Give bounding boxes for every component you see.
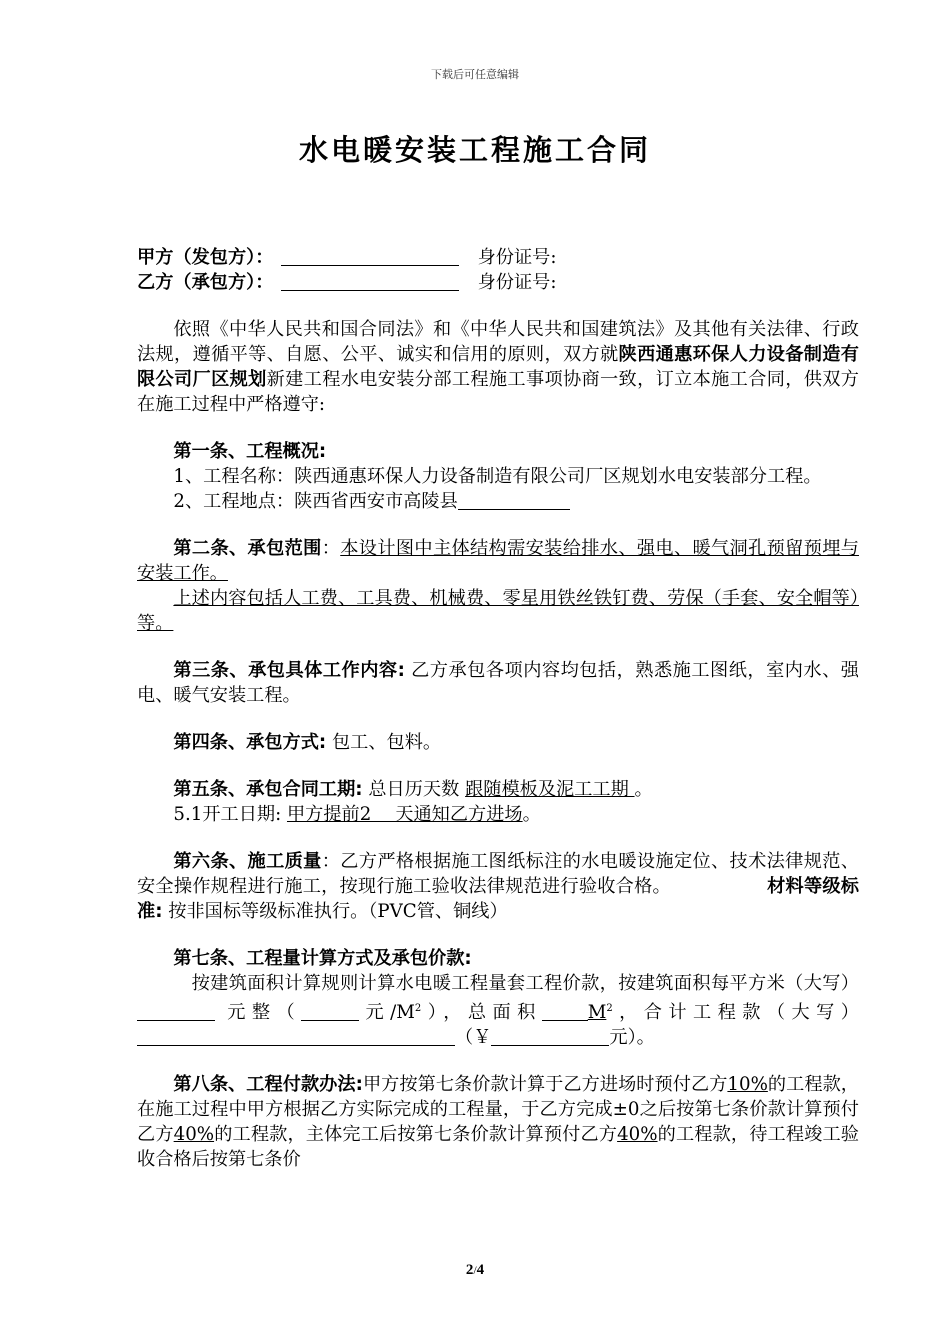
intro-company: 陕西通惠环保人力设备制造有限公司厂区规划	[137, 344, 859, 390]
art8-heading: 第八条、工程付款办法:	[173, 1074, 363, 1095]
art6-material-heading: 材料等级标准:	[137, 876, 859, 922]
art5-item	[137, 802, 859, 827]
art7-t6: ，合计工程款（大写）	[612, 1002, 859, 1023]
art1-heading: 第一条、工程概况:	[173, 441, 327, 462]
page-number	[0, 1262, 950, 1279]
art4-text: 包工、包料。	[326, 732, 442, 753]
spacer	[137, 755, 859, 777]
location-blank	[458, 491, 570, 510]
art7-sq2: 2	[606, 1003, 613, 1014]
art3	[137, 658, 859, 708]
art8-p3: 40%	[617, 1124, 658, 1145]
art6	[137, 849, 859, 924]
art5-start: 甲方提前2 天通知乙方进场	[286, 804, 523, 825]
party-a-blank	[281, 247, 459, 266]
art5-item-label: 5.1开工日期:	[173, 804, 287, 825]
page-current: 2	[465, 1262, 474, 1278]
art5-start-end: 。	[522, 804, 541, 825]
art8-t3: 的工程款，主体完工后按第七条价款计算预付乙方	[214, 1124, 618, 1145]
art5-period: 跟随模板及泥工工期	[465, 779, 635, 800]
page-total: 4	[476, 1262, 485, 1278]
art7-t2: 元整（	[215, 1002, 302, 1023]
document-title: 水电暖安装工程施工合同	[298, 133, 651, 167]
art7-t3: 元/M	[359, 1002, 415, 1023]
art7-t8: 元）。	[609, 1027, 655, 1048]
art1-item2	[137, 489, 859, 514]
art7-t1: 按建筑面积计算规则计算水电暖工程量套工程价款，按建筑面积每平方米（大写）	[191, 973, 859, 994]
art8-p2: 40%	[173, 1124, 215, 1145]
party-b-line	[137, 270, 859, 295]
area-blank	[542, 1002, 588, 1021]
art6-material-text: 按非国标等级标准执行。（PVC管、铜线）	[162, 901, 508, 922]
art7-text	[137, 971, 859, 1050]
party-b-label: 乙方（承包方）：	[137, 272, 274, 293]
art3-text: 乙方承包各项内容均包括，熟悉施工图纸，室内水、强电、暖气安装工程。	[137, 660, 859, 706]
art4	[137, 730, 859, 755]
art2-scope2: 上述内容包括人工费、工具费、机械费、零星用铁丝铁钉费、劳保（手套、安全帽等）等。	[137, 588, 859, 634]
art7-heading: 第七条、工程量计算方式及承包价款:	[173, 948, 472, 969]
spacer	[137, 1050, 859, 1072]
art8-p1: 10%	[727, 1074, 768, 1095]
art2-colon: ：	[321, 538, 341, 559]
art8-t4: 的工程款，待工程竣工验收合格后按第七条价	[137, 1124, 859, 1170]
art2-scope	[137, 536, 859, 586]
art2-scope-2	[137, 586, 859, 636]
party-a-line	[137, 245, 859, 270]
art5-text1: 总日历天数	[362, 779, 466, 800]
page-sep: /	[473, 1263, 477, 1277]
art5	[137, 777, 859, 802]
party-b-id-label: 身份证号:	[477, 272, 557, 293]
party-b-blank	[281, 272, 459, 291]
art7-t5: M	[587, 1002, 607, 1023]
art7-t7: （￥	[455, 1027, 492, 1048]
total-words-blank	[137, 1027, 455, 1046]
art5-text1-end: 。	[634, 779, 653, 800]
spacer	[137, 514, 859, 536]
art1-item2-text: 2、工程地点：陕西省西安市高陵县	[173, 491, 458, 512]
spacer	[137, 636, 859, 658]
spacer	[137, 417, 859, 439]
art2-scope1: 本设计图中主体结构需安装给排水、强电、暖气洞孔预留预埋与安装工作。	[137, 538, 859, 584]
art6-heading: 第六条、施工质量	[173, 851, 322, 872]
header-note: 下载后可任意编辑	[431, 68, 519, 81]
art7-t4: ），总面积	[421, 1002, 542, 1023]
total-number-blank	[491, 1027, 609, 1046]
art8-t1: 甲方按第七条价款计算于乙方进场时预付乙方	[362, 1074, 728, 1095]
art2-heading: 第二条、承包范围	[173, 538, 322, 559]
art8	[137, 1072, 859, 1172]
art6-text: ：乙方严格根据施工图纸标注的水电暖设施定位、技术法律规范、安全操作规程进行施工，按现行施工验收法律规范进行验收合格。	[137, 851, 859, 897]
intro-text-2: 新建工程水电安装分部工程施工事项协商一致，订立本施工合同，供双方在施工过程中严格遵守:	[137, 369, 859, 415]
intro-paragraph	[137, 317, 859, 417]
intro-text-1: 依照《中华人民共和国合同法》和《中华人民共和国建筑法》及其他有关法律、行政法规，遵循平等、自愿、公平、诚实和信用的原则，双方就	[137, 319, 859, 365]
party-a-label: 甲方（发包方）：	[137, 247, 274, 268]
spacer	[137, 827, 859, 849]
spacer	[137, 924, 859, 946]
art1-item1: 1、工程名称：陕西通惠环保人力设备制造有限公司厂区规划水电安装部分工程。	[173, 466, 822, 487]
art4-heading: 第四条、承包方式:	[173, 732, 327, 753]
spacer	[137, 708, 859, 730]
art8-t2: 的工程款，在施工过程中甲方根据乙方实际完成的工程量，于乙方完成±0之后按第七条价款计算预付乙方	[137, 1074, 859, 1145]
art5-heading: 第五条、承包合同工期:	[173, 779, 363, 800]
spacer	[137, 295, 859, 317]
document-body	[137, 245, 859, 1172]
art3-heading: 第三条、承包具体工作内容:	[173, 660, 405, 681]
price-number-blank	[301, 1002, 359, 1021]
party-a-id-label: 身份证号:	[477, 247, 557, 268]
art7-sq1: 2	[414, 1003, 422, 1014]
price-per-sqm-blank	[137, 1002, 215, 1021]
